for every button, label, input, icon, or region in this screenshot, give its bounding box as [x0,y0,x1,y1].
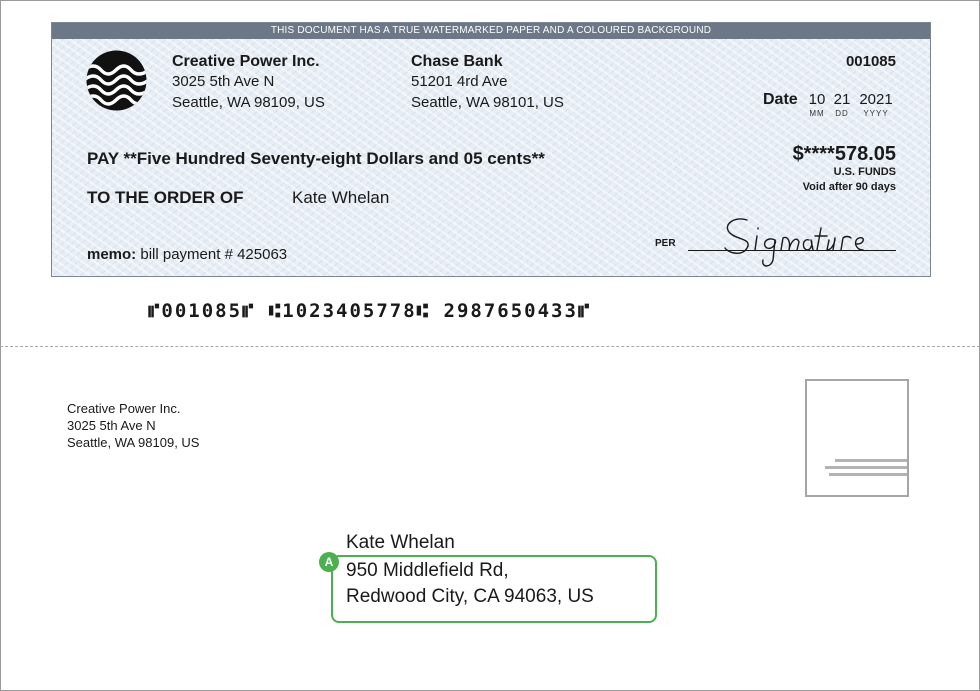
date-label: Date [763,91,798,108]
bank-name: Chase Bank [411,53,503,70]
date-day-hint: DD [835,109,849,118]
bank-address-line1: 51201 4rd Ave [411,73,508,90]
amount-in-words: PAY **Five Hundred Seventy-eight Dollars and 05 cents** [87,149,545,168]
watermark-banner: THIS DOCUMENT HAS A TRUE WATERMARKED PAPER AND A COLOURED BACKGROUND [52,23,930,39]
return-address-line2: 3025 5th Ave N [67,418,156,433]
company-address-line2: Seattle, WA 98109, US [172,94,325,111]
perforation-line [0,346,980,347]
void-note: Void after 90 days [802,181,896,193]
postage-stamp-icon [805,379,909,497]
micr-line: ⑈001085⑈ ⑆1023405778⑆ 2987650433⑈ [148,300,592,322]
payee-name: Kate Whelan [292,188,390,207]
bank-address-line2: Seattle, WA 98101, US [411,94,564,111]
recipient-address-line2: Redwood City, CA 94063, US [346,586,594,607]
recipient-address-line1: 950 Middlefield Rd, [346,560,509,581]
date-day: 21 [833,91,851,108]
per-label: PER [655,238,676,249]
check-number: 001085 [845,53,896,70]
memo [87,246,287,263]
check [51,22,931,277]
memo-value: bill payment # 425063 [140,246,288,263]
company-address-line1: 3025 5th Ave N [172,73,275,90]
date-year-hint: YYYY [863,109,889,118]
highlight-badge: A [319,552,339,572]
funds-note: U.S. FUNDS [833,166,896,178]
signature-scribble [717,210,877,270]
amount-figure: $****578.05 [792,143,896,165]
wave-logo-icon [86,50,147,111]
return-address-line3: Seattle, WA 98109, US [67,435,200,450]
order-label: TO THE ORDER OF [87,188,244,207]
company-name: Creative Power Inc. [172,53,320,70]
recipient-name: Kate Whelan [346,532,455,553]
date-month: 10 [808,91,826,108]
date-year: 2021 [859,91,893,108]
return-address-line1: Creative Power Inc. [67,401,181,416]
date-month-hint: MM [809,109,825,118]
memo-label: memo: [87,246,137,263]
